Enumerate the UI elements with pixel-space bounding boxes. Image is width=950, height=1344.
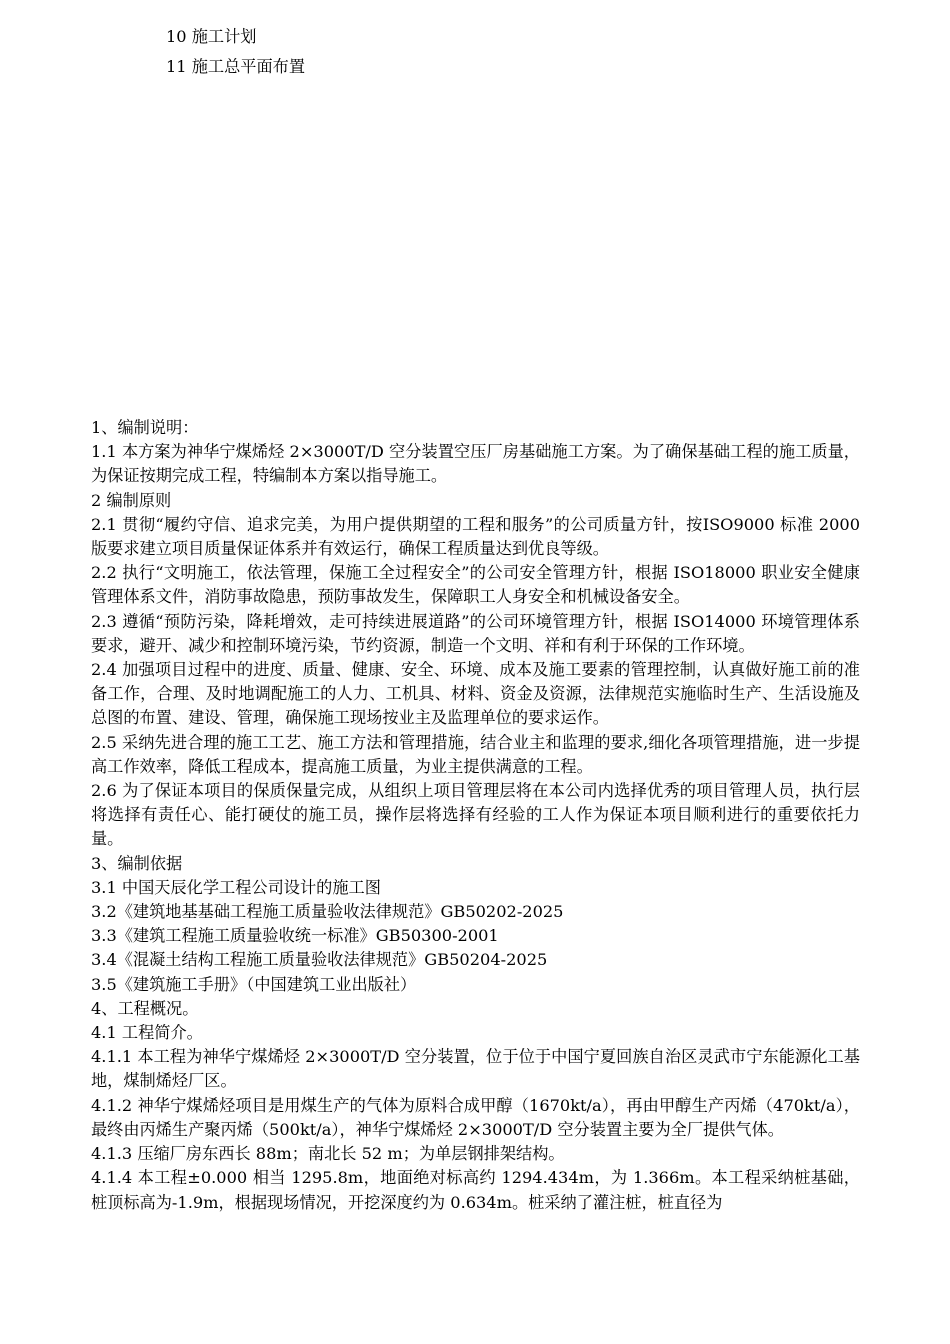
reference-item: 3.5《建筑施工手册》（中国建筑工业出版社） xyxy=(91,974,417,994)
document-body xyxy=(91,416,860,1215)
section-heading: 4、工程概况。 xyxy=(91,998,199,1018)
reference-item: 3.2《建筑地基基础工程施工质量验收法律规范》GB50202-2025 xyxy=(91,902,564,922)
paragraph: 4.1.3 压缩厂房东西长 88m；南北长 52 m；为单层钢排架结构。 xyxy=(91,1144,565,1164)
paragraph: 2.1 贯彻“履约守信、追求完美，为用户提供期望的工程和服务”的公司质量方针，按ISO9000 标准 2000 版要求建立项目质量保证体系并有效运行，确保工程质量达到优良等级。 xyxy=(91,514,860,559)
section-heading: 3、编制依据 xyxy=(91,853,183,873)
toc-item: 10 施工计划 xyxy=(166,27,257,46)
paragraph: 4.1.2 神华宁煤烯烃项目是用煤生产的气体为原料合成甲醇（1670kt/a），再由甲醇生产丙烯（470kt/a），最终由丙烯生产聚丙烯（500kt/a），神华宁煤烯烃 2×3000T/D 空分装置主要为全厂提供气体。 xyxy=(91,1095,860,1139)
paragraph: 2.6 为了保证本项目的保质保量完成，从组织上项目管理层将在本公司内选择优秀的项目管理人员，执行层将选择有责任心、能打硬仗的施工员，操作层将选择有经验的工人作为保证本项目顺利进行的重要依托力量。 xyxy=(91,781,860,849)
paragraph: 2.2 执行“文明施工，依法管理，保施工全过程安全”的公司安全管理方针，根据 ISO18000 职业安全健康管理体系文件，消防事故隐患，预防事故发生，保障职工人身安全和机械设备安全。 xyxy=(91,563,860,607)
paragraph: 2.4 加强项目过程中的进度、质量、健康、安全、环境、成本及施工要素的管理控制，认真做好施工前的准备工作，合理、及时地调配施工的人力、工机具、材料、资金及资源，法律规范实施临时生产、生活设施及总图的布置、建设、管理，确保施工现场按业主及监理单位的要求运作。 xyxy=(91,660,860,728)
paragraph: 2.3 遵循“预防污染，降耗增效，走可持续进展道路”的公司环境管理方针，根据 ISO14000 环境管理体系要求，避开、减少和控制环境污染，节约资源，制造一个文明、祥和有利于环保的工作环境。 xyxy=(91,611,860,655)
reference-item: 3.4《混凝土结构工程施工质量验收法律规范》GB50204-2025 xyxy=(91,950,548,970)
paragraph: 4.1.4 本工程±0.000 相当 1295.8m，地面绝对标高约 1294.434m，为 1.366m。本工程采纳桩基础，桩顶标高为-1.9m，根据现场情况，开挖深度约为 0.634m。桩采纳了灌注桩，桩直径为 xyxy=(91,1168,860,1212)
paragraph: 4.1.1 本工程为神华宁煤烯烃 2×3000T/D 空分装置，位于位于中国宁夏回族自治区灵武市宁东能源化工基地，煤制烯烃厂区。 xyxy=(91,1047,860,1091)
table-of-contents xyxy=(166,22,766,82)
reference-item: 3.1 中国天辰化学工程公司设计的施工图 xyxy=(91,877,381,897)
reference-item: 3.3《建筑工程施工质量验收统一标准》GB50300-2001 xyxy=(91,926,499,946)
toc-item: 11 施工总平面布置 xyxy=(166,57,306,76)
subsection-heading: 4.1 工程简介。 xyxy=(91,1023,203,1043)
section-heading: 1、编制说明： xyxy=(91,418,199,437)
paragraph: 2.5 采纳先进合理的施工工艺、施工方法和管理措施，结合业主和监理的要求,细化各项管理措施，进一步提高工作效率，降低工程成本，提高施工质量，为业主提供满意的工程。 xyxy=(91,732,860,776)
paragraph: 1.1 本方案为神华宁煤烯烃 2×3000T/D 空分装置空压厂房基础施工方案。为了确保基础工程的施工质量，为保证按期完成工程，特编制本方案以指导施工。 xyxy=(91,442,860,486)
section-heading: 2 编制原则 xyxy=(91,490,172,510)
